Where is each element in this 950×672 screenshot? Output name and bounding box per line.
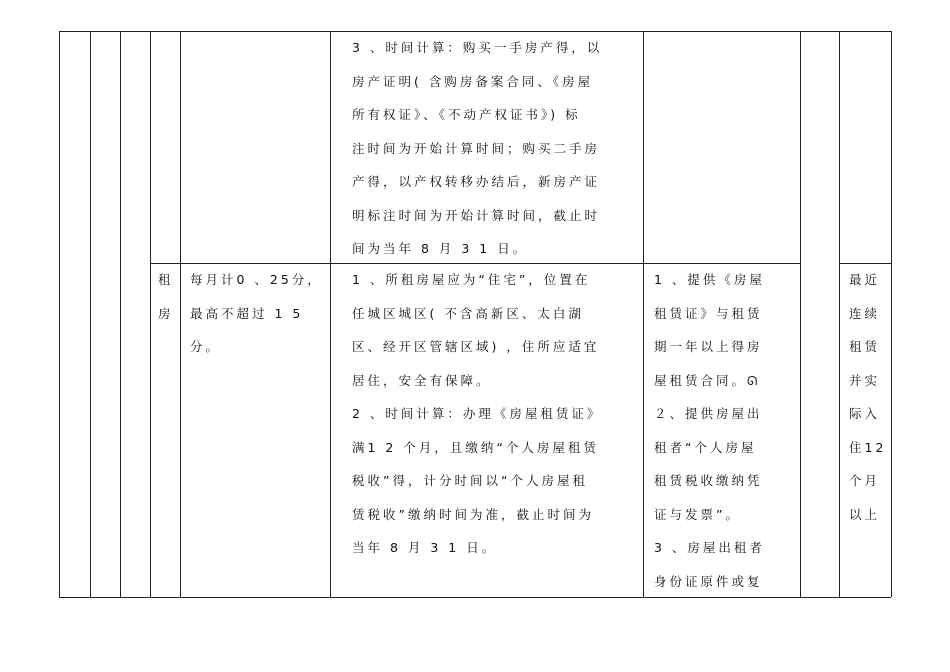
text-line: 每月计0 、25分， — [190, 272, 323, 287]
text-line: 最高不超过 1 5 — [190, 305, 304, 321]
text-line: 屋租赁合同。ᘏ — [654, 372, 761, 388]
column-border — [330, 31, 331, 597]
table-bottom-border — [59, 597, 891, 598]
text-line: 注时间为开始计算时间；购买二手房 — [352, 140, 601, 156]
text-line: 税收”得，计分时间以“个人房屋租 — [352, 473, 588, 488]
text-line: 明标注时间为开始计算时间，截止时 — [352, 207, 601, 223]
column-border — [800, 31, 801, 597]
text-line: 租赁税收缴纳凭 — [654, 473, 763, 488]
text-line: 所有权证》、《不动产权证书》) 标 — [352, 107, 581, 122]
column-border — [891, 31, 892, 597]
text-line: 居住，安全有保障。 — [352, 372, 492, 388]
text-line: 3 、时间计算：购买一手房产得，以 — [352, 40, 603, 55]
rental-note-cell — [849, 263, 886, 531]
column-border — [90, 31, 91, 597]
text-line: 1 、提供《房屋 — [654, 272, 765, 287]
text-line: 满1 2 个月，且缴纳“个人房屋租赁 — [352, 439, 599, 455]
rental-category-cell — [158, 263, 174, 330]
text-line: 房产证明( 含购房备案合同、《房屋 — [352, 73, 594, 89]
text-line: 租者“个人房屋 — [654, 439, 757, 455]
text-line: 产得，以产权转移办结后，新房产证 — [352, 174, 601, 189]
text-line: 连续 — [849, 305, 881, 321]
text-line: 租赁证》与租赁 — [654, 305, 763, 321]
rental-scoring-cell — [190, 263, 323, 364]
column-border — [643, 31, 644, 597]
text-line: 1 、所租房屋应为“住宅”，位置在 — [352, 272, 591, 287]
text-line: 赁税收”缴纳时间为准，截止时间为 — [352, 506, 594, 522]
text-line: 当年 8 月 3 1 日。 — [352, 540, 498, 555]
text-line: 个月 — [849, 473, 881, 488]
text-line: 3 、房屋出租者 — [654, 540, 765, 555]
column-border — [839, 31, 840, 597]
text-line: 以上 — [849, 506, 881, 522]
rental-requirements-cell — [352, 263, 602, 565]
column-border — [150, 31, 151, 597]
column-border — [59, 31, 60, 597]
text-line: 房 — [158, 305, 174, 321]
text-line: 最近 — [849, 272, 881, 287]
rental-materials-cell — [654, 263, 765, 598]
text-line: 区、经开区管辖区域) ，住所应适宜 — [352, 339, 600, 354]
text-line: 任城区城区( 不含高新区、太白湖 — [352, 305, 584, 321]
text-line: 证与发票”。 — [654, 506, 741, 522]
column-border — [120, 31, 121, 597]
text-line: 并实 — [849, 372, 881, 388]
text-line: 租 — [158, 272, 174, 287]
text-line: 身份证原件或复 — [654, 573, 763, 589]
column-border — [180, 31, 181, 597]
text-line: 租赁 — [849, 339, 881, 354]
text-line: 际入 — [849, 406, 881, 421]
text-line: 住12 — [849, 439, 887, 455]
text-line: 2 、时间计算：办理《房屋租赁证》 — [352, 406, 603, 421]
text-line: ２、提供房屋出 — [654, 406, 763, 421]
text-line: 期一年以上得房 — [654, 339, 763, 354]
purchase-requirements-cell — [352, 31, 602, 266]
text-line: 分。 — [190, 339, 222, 354]
text-line: 间为当年 8 月 3 1 日。 — [352, 241, 529, 256]
